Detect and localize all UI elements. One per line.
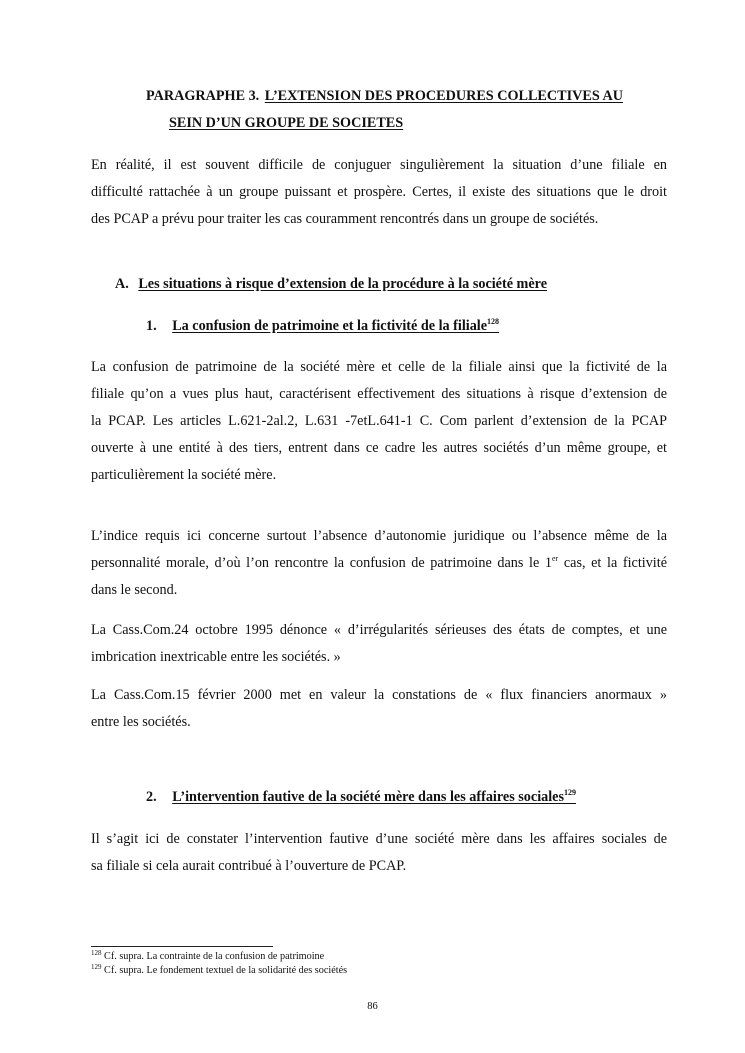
text-line: La confusion de patrimoine de la société mère et celle de la filiale ainsi que la fictivité de la: [91, 359, 667, 375]
text-line: imbrication inextricable entre les sociétés. »: [91, 649, 341, 665]
footnote-128: $^{128}$ Cf. supra. La contrainte de la confusion de patrimoine: [91, 949, 325, 962]
text-line: La Cass.Com.24 octobre 1995 dénonce « d’irrégularités sérieuses des états de comptes, et une: [91, 622, 667, 638]
text-line: dans le second.: [91, 582, 178, 598]
text-line: L’indice requis ici concerne surtout l’absence d’autonomie juridique ou l’absence même de la: [91, 528, 667, 544]
section-title-line1: [146, 88, 623, 105]
text-line: des PCAP a prévu pour traiter les cas couramment rencontrés dans un groupe de sociétés.: [91, 211, 599, 227]
paragraph-title: L’EXTENSION DES PROCEDURES COLLECTIVES AU: [264, 88, 623, 104]
subsection-1-label: 1.: [146, 318, 157, 334]
section-a-heading: [115, 276, 547, 293]
text-line: En réalité, il est souvent difficile de conjuguer singulièrement la situation d’une filiale en: [91, 157, 667, 173]
footnote-ref-128: 128: [487, 317, 500, 326]
text-line: sa filiale si cela aurait contribué à l’ouverture de PCAP.: [91, 858, 407, 874]
footnote-ref-129: 129: [564, 788, 576, 797]
subsection-2-label: 2.: [146, 789, 157, 805]
paragraph-4: [91, 682, 667, 736]
section-title-line2: [169, 115, 403, 132]
paragraph-3: [91, 617, 667, 671]
text-line: entre les sociétés.: [91, 714, 191, 730]
subsection-2-heading: [146, 789, 576, 806]
text-line: filiale qu’on a vues plus haut, caractérisent effectivement des situations à risque d’extension de: [91, 386, 667, 402]
paragraph-title-cont: SEIN D’UN GROUPE DE SOCIETES: [169, 115, 404, 131]
text-line: Il s’agit ici de constater l’intervention fautive d’une société mère dans les affaires sociales de: [91, 831, 667, 847]
subsection-1-title: La confusion de patrimoine et la fictivité de la filiale$^{128}$: [172, 317, 500, 334]
text-line: La Cass.Com.15 février 2000 met en valeur la constations de « flux financiers anormaux »: [91, 687, 667, 703]
intro-paragraph: [91, 152, 667, 233]
text-line: la PCAP. Les articles L.621-2al.2, L.631 -7etL.641-1 C. Com parlent d’extension de la PCAP: [91, 413, 667, 429]
paragraph-5: [91, 826, 667, 880]
text-line: personnalité morale, d’où l’on rencontre la confusion de patrimoine dans le 1er cas, et la fictivité: [91, 554, 667, 571]
paragraph-1: [91, 354, 667, 489]
paragraph-label: PARAGRAPHE 3.: [146, 88, 260, 104]
section-a-title: Les situations à risque d’extension de la procédure à la société mère: [138, 276, 547, 292]
text-line: difficulté rattachée à un groupe puissant et prospère. Certes, il existe des situations que le droit: [91, 184, 667, 200]
subsection-1-heading: [146, 318, 499, 335]
subsection-2-title: L’intervention fautive de la société mère dans les affaires sociales$^{129}$: [172, 788, 576, 805]
page-number: 86: [367, 1001, 378, 1012]
footnote-129: $^{129}$ Cf. supra. Le fondement textuel de la solidarité des sociétés: [91, 963, 348, 976]
section-a-label: A.: [115, 276, 129, 292]
text-line: ouverte à une entité à des tiers, entrent dans ce cadre les autres sociétés d’un même groupe, et: [91, 440, 667, 456]
text-line: particulièrement la société mère.: [91, 467, 277, 483]
footnote-divider: [91, 946, 273, 947]
paragraph-2: [91, 523, 667, 604]
